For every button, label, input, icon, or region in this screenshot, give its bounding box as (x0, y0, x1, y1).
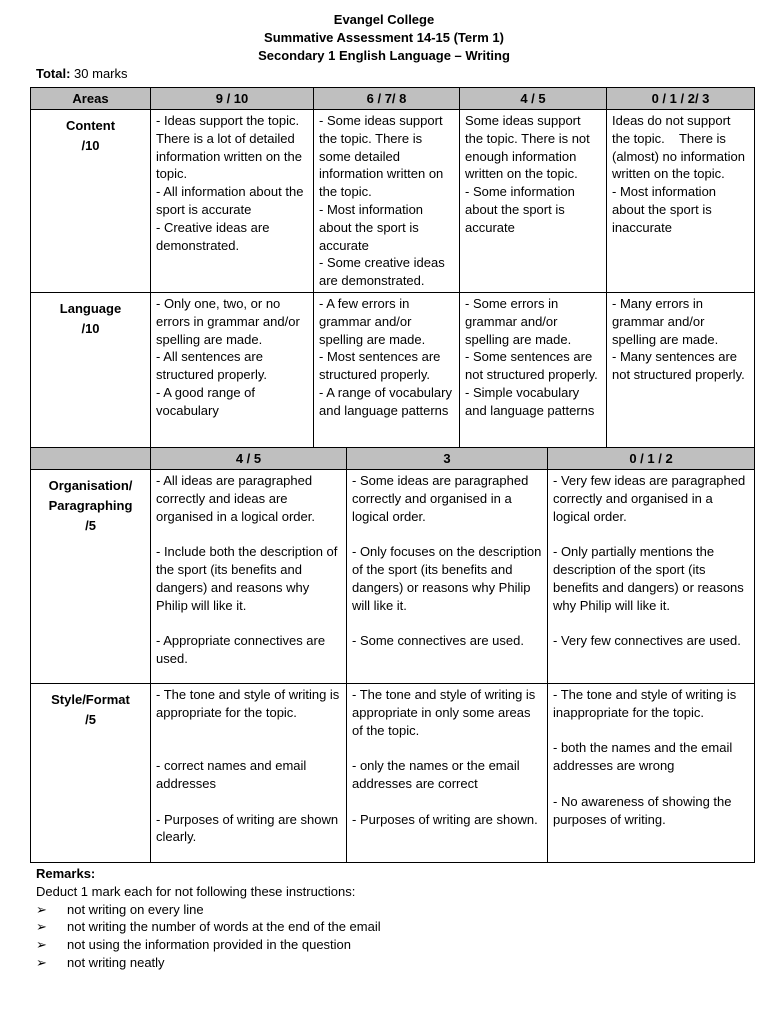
table-header-row (31, 88, 755, 110)
area-organisation (31, 470, 151, 684)
header-band-4-5: 4 / 5 (460, 88, 607, 110)
rubric-table-upper (30, 87, 755, 453)
list-item: ➢ not using the information provided in the question (36, 937, 352, 953)
header-band-9-10: 9 / 10 (151, 88, 314, 110)
rubric-cell: - Only one, two, or no errors in grammar and/or spelling are made. - All sentences are structured properly. - A good range of vocabulary (151, 292, 314, 452)
rubric-cell: - The tone and style of writing is appropriate in only some areas of the topic. - only the names or the email addresses are correct - Purposes of writing are shown. (347, 684, 548, 863)
assessment-title: Summative Assessment 14-15 (Term 1) (264, 30, 504, 45)
area-label: Content (65, 118, 116, 133)
table-row (31, 684, 755, 863)
area-mark: /5 (85, 712, 96, 727)
area-style-format (31, 684, 151, 863)
header-band-3: 3 (347, 448, 548, 470)
area-mark: /10 (81, 320, 100, 336)
rubric-cell: Some ideas support the topic. There is not enough information written on the topic. - Some information about the sport is accurate (460, 110, 607, 293)
area-mark: /10 (81, 138, 100, 153)
rubric-cell: - Some errors in grammar and/or spelling are made. - Some sentences are not structured properly. - Simple vocabulary and language patterns (460, 292, 607, 452)
table-header-row (31, 448, 755, 470)
header-band-0-3: 0 / 1 / 2/ 3 (607, 88, 755, 110)
total-label: Total: (36, 66, 71, 81)
area-language (31, 292, 151, 452)
remarks-section (36, 865, 736, 972)
table-row (31, 110, 755, 293)
remarks-title: Remarks: (36, 866, 96, 881)
rubric-cell: - A few errors in grammar and/or spelling are made. - Most sentences are structured properly. - A range of vocabulary and language patterns (314, 292, 460, 452)
total-marks (36, 66, 128, 81)
list-item: ➢ not writing the number of words at the end of the email (36, 919, 381, 935)
rubric-cell: - The tone and style of writing is appropriate for the topic. - correct names and email addresses - Purposes of writing are shown clearly. (151, 684, 347, 863)
arrow-bullet-icon: ➢ (36, 954, 47, 970)
rubric-cell: - The tone and style of writing is inappropriate for the topic. - both the names and the email addresses are wrong - No awareness of showing the purposes of writing. (548, 684, 755, 863)
list-item: ➢ not writing neatly (36, 954, 165, 970)
table-row (31, 470, 755, 684)
area-label: Organisation/ Paragraphing (48, 478, 133, 513)
rubric-cell: - Very few ideas are paragraphed correctly and organised in a logical order. - Only partially mentions the description of the sport (its benefits and dangers) or reasons why Philip will like it. - Very few connectives are used. (548, 470, 755, 684)
header-areas: Areas (31, 88, 151, 110)
rubric-cell: Ideas do not support the topic. There is (almost) no information written on the topic. - Most information about the sport is inaccurate (607, 110, 755, 293)
rubric-cell: - Some ideas support the topic. There is some detailed information written on the topic. - Most information about the sport is accurate - Some creative ideas are demonstrated. (314, 110, 460, 293)
table-row (31, 292, 755, 452)
area-label: Language (59, 300, 122, 316)
arrow-bullet-icon: ➢ (36, 937, 47, 953)
area-label: Style/Format (51, 692, 130, 707)
rubric-cell: - Ideas support the topic. There is a lot of detailed information written on the topic. - All information about the sport is accurate - Creative ideas are demonstrated. (151, 110, 314, 293)
list-item: ➢ not writing on every line (36, 901, 204, 917)
header-blank (31, 448, 151, 470)
rubric-table-lower (30, 447, 755, 863)
header-band-4-5: 4 / 5 (151, 448, 347, 470)
header-band-6-8: 6 / 7/ 8 (314, 88, 460, 110)
arrow-bullet-icon: ➢ (36, 901, 47, 917)
remarks-intro: Deduct 1 mark each for not following these instructions: (36, 883, 356, 899)
area-content (31, 110, 151, 293)
area-mark: /5 (85, 518, 96, 533)
subject-title: Secondary 1 English Language – Writing (258, 48, 510, 63)
total-value: 30 marks (74, 66, 128, 81)
arrow-bullet-icon: ➢ (36, 919, 47, 935)
rubric-cell: - Many errors in grammar and/or spelling are made. - Many sentences are not structured properly. (607, 292, 755, 452)
remarks-list (36, 901, 736, 972)
header-band-0-2: 0 / 1 / 2 (548, 448, 755, 470)
rubric-cell: - All ideas are paragraphed correctly and ideas are organised in a logical order. - Include both the description of the sport (its benefits and dangers) and reasons why Philip will like it. - Appropriate connectives are used. (151, 470, 347, 684)
rubric-cell: - Some ideas are paragraphed correctly and organised in a logical order. - Only focuses on the description of the sport (its benefits and dangers) or reasons why Philip will like it. - Some connectives are used. (347, 470, 548, 684)
school-name: Evangel College (333, 12, 435, 27)
